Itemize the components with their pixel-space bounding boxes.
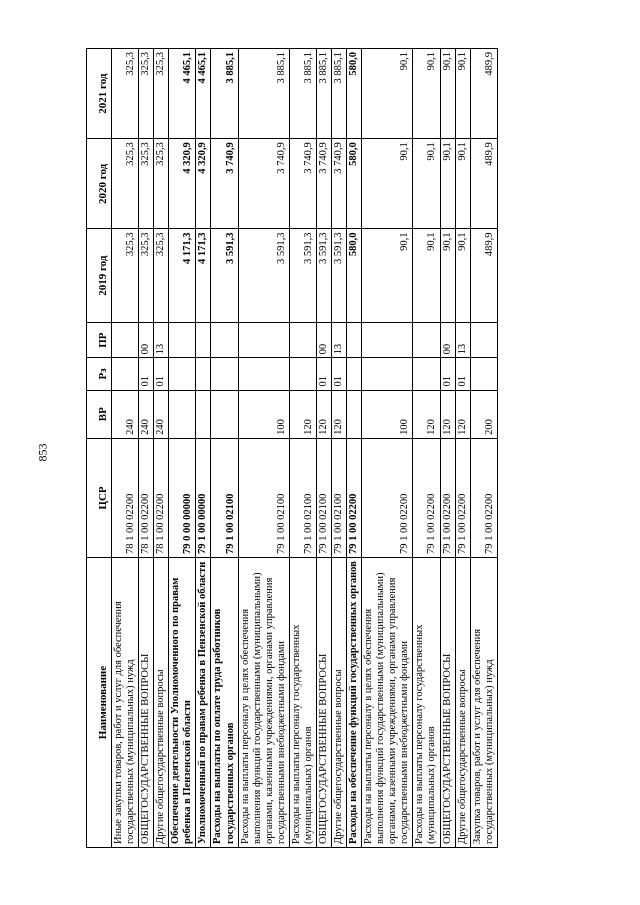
table-row xyxy=(362,49,413,848)
row-value-2021: 3 885,1 xyxy=(316,49,331,139)
row-value-2020: 580,0 xyxy=(347,139,362,229)
row-pr xyxy=(470,322,497,357)
row-pr xyxy=(362,322,413,357)
row-value-2021: 90,1 xyxy=(362,49,413,139)
row-name: Расходы на выплаты персоналу в целях обеспечения выполнения функций государственными (муниципальными) органами, казенными учреждениями, органами управления государственными внебюджетными фондами xyxy=(362,558,413,848)
row-pr: 00 xyxy=(316,322,331,357)
row-value-2020: 489,9 xyxy=(470,139,497,229)
row-pr: 00 xyxy=(440,322,455,357)
row-value-2020: 3 740,9 xyxy=(289,139,316,229)
row-value-2021: 325,3 xyxy=(139,49,154,139)
budget-table-container xyxy=(86,48,548,848)
row-value-2020: 90,1 xyxy=(440,139,455,229)
row-value-2021: 3 885,1 xyxy=(238,49,289,139)
row-vr xyxy=(169,390,196,438)
row-csr: 79 1 00 02100 xyxy=(316,438,331,557)
row-vr: 120 xyxy=(455,390,470,438)
row-vr: 100 xyxy=(238,390,289,438)
row-rz xyxy=(169,358,196,390)
row-csr: 78 1 00 02200 xyxy=(139,438,154,557)
row-value-2020: 3 740,9 xyxy=(238,139,289,229)
row-vr: 120 xyxy=(316,390,331,438)
row-value-2020: 3 740,9 xyxy=(332,139,347,229)
row-value-2019: 489,9 xyxy=(470,229,497,322)
table-header-row xyxy=(87,49,112,848)
row-name: Обеспечение деятельности Уполномоченного по правам ребенка в Пензенской области xyxy=(169,558,196,848)
row-vr: 100 xyxy=(362,390,413,438)
row-vr: 120 xyxy=(332,390,347,438)
row-value-2021: 90,1 xyxy=(440,49,455,139)
row-name: Другие общегосударственные вопросы xyxy=(154,558,169,848)
table-row xyxy=(196,49,211,848)
row-rz: 01 xyxy=(316,358,331,390)
row-value-2020: 4 320,9 xyxy=(169,139,196,229)
row-rz xyxy=(211,358,238,390)
row-value-2020: 325,3 xyxy=(139,139,154,229)
row-value-2021: 90,1 xyxy=(413,49,440,139)
header-2020: 2020 год xyxy=(87,139,112,229)
row-rz xyxy=(112,358,139,390)
row-name: Уполномоченный по правам ребенка в Пензенской области xyxy=(196,558,211,848)
row-csr: 78 1 00 02200 xyxy=(154,438,169,557)
row-value-2020: 4 320,9 xyxy=(196,139,211,229)
header-csr: ЦСР xyxy=(87,438,112,557)
row-name: Расходы на выплаты персоналу государственных (муниципальных) органов xyxy=(289,558,316,848)
row-rz: 01 xyxy=(139,358,154,390)
row-rz: 01 xyxy=(440,358,455,390)
table-row xyxy=(289,49,316,848)
row-vr xyxy=(347,390,362,438)
row-csr: 79 1 00 02100 xyxy=(289,438,316,557)
row-csr: 79 1 00 02100 xyxy=(211,438,238,557)
row-csr: 79 1 00 02200 xyxy=(455,438,470,557)
table-row xyxy=(413,49,440,848)
row-value-2019: 4 171,3 xyxy=(196,229,211,322)
row-pr xyxy=(238,322,289,357)
row-pr: 13 xyxy=(332,322,347,357)
row-rz xyxy=(238,358,289,390)
row-value-2019: 90,1 xyxy=(413,229,440,322)
row-value-2021: 325,3 xyxy=(154,49,169,139)
row-rz xyxy=(362,358,413,390)
row-rz xyxy=(347,358,362,390)
row-pr xyxy=(413,322,440,357)
table-row xyxy=(347,49,362,848)
row-rz xyxy=(413,358,440,390)
row-name: Закупка товаров, работ и услуг для обеспечения государственных (муниципальных) нужд xyxy=(470,558,497,848)
header-name: Наименование xyxy=(87,558,112,848)
row-name: ОБЩЕГОСУДАРСТВЕННЫЕ ВОПРОСЫ xyxy=(316,558,331,848)
row-rz xyxy=(470,358,497,390)
row-value-2021: 3 885,1 xyxy=(211,49,238,139)
table-row xyxy=(238,49,289,848)
row-value-2019: 3 591,3 xyxy=(238,229,289,322)
row-pr xyxy=(347,322,362,357)
row-value-2019: 3 591,3 xyxy=(211,229,238,322)
row-vr: 240 xyxy=(112,390,139,438)
row-value-2020: 90,1 xyxy=(455,139,470,229)
row-name: Расходы на выплаты персоналу государственных (муниципальных) органов xyxy=(413,558,440,848)
row-value-2019: 3 591,3 xyxy=(316,229,331,322)
header-2021: 2021 год xyxy=(87,49,112,139)
row-value-2019: 3 591,3 xyxy=(289,229,316,322)
row-csr: 79 1 00 02200 xyxy=(440,438,455,557)
row-value-2020: 325,3 xyxy=(154,139,169,229)
row-rz: 01 xyxy=(455,358,470,390)
row-csr: 79 1 00 02100 xyxy=(238,438,289,557)
table-row xyxy=(440,49,455,848)
table-row xyxy=(154,49,169,848)
row-name: ОБЩЕГОСУДАРСТВЕННЫЕ ВОПРОСЫ xyxy=(440,558,455,848)
row-csr: 79 0 00 00000 xyxy=(169,438,196,557)
row-value-2019: 580,0 xyxy=(347,229,362,322)
row-csr: 79 1 00 02100 xyxy=(332,438,347,557)
row-csr: 79 1 00 02200 xyxy=(362,438,413,557)
row-vr: 120 xyxy=(440,390,455,438)
row-value-2021: 580,0 xyxy=(347,49,362,139)
row-value-2019: 4 171,3 xyxy=(169,229,196,322)
row-name: Расходы на выплаты персоналу в целях обеспечения выполнения функций государственными (муниципальными) органами, казенными учреждениями, органами управления государственными внебюджетными фондами xyxy=(238,558,289,848)
row-name: ОБЩЕГОСУДАРСТВЕННЫЕ ВОПРОСЫ xyxy=(139,558,154,848)
row-rz xyxy=(196,358,211,390)
row-rz xyxy=(289,358,316,390)
budget-table xyxy=(86,48,498,848)
row-rz: 01 xyxy=(154,358,169,390)
row-pr xyxy=(169,322,196,357)
row-csr: 79 1 00 02200 xyxy=(470,438,497,557)
row-rz: 01 xyxy=(332,358,347,390)
header-pr: ПР xyxy=(87,322,112,357)
row-csr: 78 1 00 02200 xyxy=(112,438,139,557)
row-pr: 13 xyxy=(154,322,169,357)
row-value-2021: 90,1 xyxy=(455,49,470,139)
row-pr xyxy=(112,322,139,357)
row-pr: 13 xyxy=(455,322,470,357)
row-vr: 120 xyxy=(289,390,316,438)
row-name: Иные закупки товаров, работ и услуг для обеспечения государственных (муниципальных) нужд xyxy=(112,558,139,848)
row-pr xyxy=(289,322,316,357)
table-row xyxy=(332,49,347,848)
row-value-2020: 90,1 xyxy=(362,139,413,229)
table-row xyxy=(455,49,470,848)
row-value-2020: 90,1 xyxy=(413,139,440,229)
row-value-2021: 325,3 xyxy=(112,49,139,139)
row-vr: 200 xyxy=(470,390,497,438)
table-row xyxy=(211,49,238,848)
table-row xyxy=(316,49,331,848)
row-value-2019: 325,3 xyxy=(112,229,139,322)
row-value-2021: 3 885,1 xyxy=(289,49,316,139)
page-number: 853 xyxy=(35,443,50,462)
row-name: Другие общегосударственные вопросы xyxy=(455,558,470,848)
row-value-2020: 3 740,9 xyxy=(316,139,331,229)
row-value-2019: 325,3 xyxy=(139,229,154,322)
row-value-2020: 325,3 xyxy=(112,139,139,229)
table-row xyxy=(470,49,497,848)
row-name: Другие общегосударственные вопросы xyxy=(332,558,347,848)
row-vr xyxy=(196,390,211,438)
row-value-2021: 4 465,1 xyxy=(169,49,196,139)
row-vr xyxy=(211,390,238,438)
row-value-2021: 3 885,1 xyxy=(332,49,347,139)
row-value-2019: 90,1 xyxy=(455,229,470,322)
row-csr: 79 1 00 02200 xyxy=(413,438,440,557)
row-csr: 79 1 00 02200 xyxy=(347,438,362,557)
row-vr: 240 xyxy=(154,390,169,438)
row-value-2019: 90,1 xyxy=(440,229,455,322)
row-csr: 79 1 00 00000 xyxy=(196,438,211,557)
row-vr: 240 xyxy=(139,390,154,438)
header-vr: ВР xyxy=(87,390,112,438)
row-value-2021: 4 465,1 xyxy=(196,49,211,139)
table-row xyxy=(139,49,154,848)
row-pr xyxy=(211,322,238,357)
table-row xyxy=(169,49,196,848)
row-name: Расходы на выплаты по оплате труда работников государственных органов xyxy=(211,558,238,848)
row-value-2019: 90,1 xyxy=(362,229,413,322)
header-rz: Рз xyxy=(87,358,112,390)
row-name: Расходы на обеспечение функций государственных органов xyxy=(347,558,362,848)
row-vr: 120 xyxy=(413,390,440,438)
table-row xyxy=(112,49,139,848)
row-pr: 00 xyxy=(139,322,154,357)
header-2019: 2019 год xyxy=(87,229,112,322)
row-value-2019: 3 591,3 xyxy=(332,229,347,322)
row-value-2020: 3 740,9 xyxy=(211,139,238,229)
row-value-2019: 325,3 xyxy=(154,229,169,322)
row-value-2021: 489,9 xyxy=(470,49,497,139)
row-pr xyxy=(196,322,211,357)
